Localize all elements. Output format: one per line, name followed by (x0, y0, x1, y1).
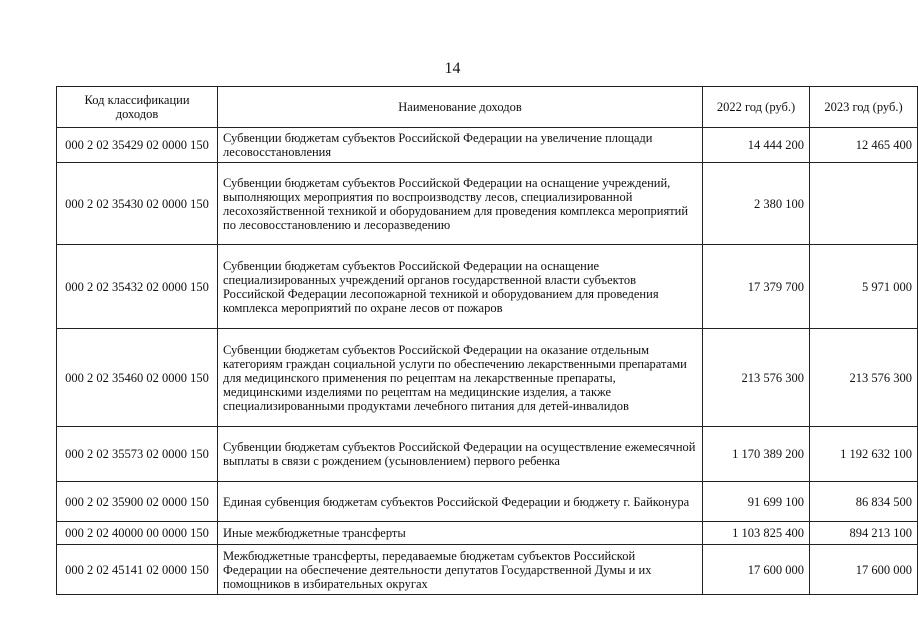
table-row (57, 245, 918, 329)
table-row (57, 482, 918, 522)
row-name: Субвенции бюджетам субъектов Российской Федерации на осуществление ежемесячной выплаты в связи с рождением (усыновлением) первого ребенка (218, 427, 703, 482)
table-row (57, 545, 918, 595)
row-code: 000 2 02 35900 02 0000 150 (57, 482, 218, 522)
page-number: 14 (444, 60, 461, 77)
row-value-2022: 17 379 700 (703, 245, 810, 329)
revenue-table (56, 86, 918, 595)
row-value-2023: 213 576 300 (810, 329, 918, 427)
table-header-row (57, 87, 918, 128)
row-name: Субвенции бюджетам субъектов Российской Федерации на оснащение учреждений, выполняющих мероприятия по воспроизводству лесов, специализированной лесохозяйственной техникой и оборудованием для проведения комплекса мероприятий по лесовосстановлению и лесоразведению (218, 163, 703, 245)
row-value-2023: 1 192 632 100 (810, 427, 918, 482)
table-row (57, 163, 918, 245)
row-code: 000 2 02 35429 02 0000 150 (57, 128, 218, 163)
row-name: Субвенции бюджетам субъектов Российской Федерации на увеличение площади лесовосстановления (218, 128, 703, 163)
table-row (57, 128, 918, 163)
row-name: Единая субвенция бюджетам субъектов Российской Федерации и бюджету г. Байконура (218, 482, 703, 522)
header-year-2023: 2023 год (руб.) (810, 87, 918, 128)
row-name: Субвенции бюджетам субъектов Российской Федерации на оснащение специализированных учреждений органов государственной власти субъектов Российской Федерации лесопожарной техникой и оборудованием для проведения комплекса мероприятий по охране лесов от пожаров (218, 245, 703, 329)
row-value-2022: 17 600 000 (703, 545, 810, 595)
row-value-2022: 2 380 100 (703, 163, 810, 245)
row-value-2022: 14 444 200 (703, 128, 810, 163)
header-name: Наименование доходов (218, 87, 703, 128)
row-value-2023: 12 465 400 (810, 128, 918, 163)
row-code: 000 2 02 35460 02 0000 150 (57, 329, 218, 427)
table-row-subtotal (57, 522, 918, 545)
row-code: 000 2 02 35430 02 0000 150 (57, 163, 218, 245)
row-value-2023 (810, 163, 918, 245)
row-code: 000 2 02 35432 02 0000 150 (57, 245, 218, 329)
row-value-2023: 86 834 500 (810, 482, 918, 522)
header-code: Код классификации доходов (57, 87, 218, 128)
row-value-2023: 894 213 100 (810, 522, 918, 545)
row-value-2022: 1 170 389 200 (703, 427, 810, 482)
row-code: 000 2 02 35573 02 0000 150 (57, 427, 218, 482)
row-name: Иные межбюджетные трансферты (218, 522, 703, 545)
row-name: Субвенции бюджетам субъектов Российской Федерации на оказание отдельным категориям граждан социальной услуги по обеспечению лекарственными препаратами для медицинского применения по рецептам на лекарственные препараты, медицинскими изделиями по рецептам на медицинские изделия, а также специализированными продуктами лечебного питания для детей-инвалидов (218, 329, 703, 427)
row-value-2023: 5 971 000 (810, 245, 918, 329)
row-value-2022: 1 103 825 400 (703, 522, 810, 545)
row-value-2022: 91 699 100 (703, 482, 810, 522)
row-code: 000 2 02 45141 02 0000 150 (57, 545, 218, 595)
table-row (57, 427, 918, 482)
row-code: 000 2 02 40000 00 0000 150 (57, 522, 218, 545)
table-row (57, 329, 918, 427)
row-name: Межбюджетные трансферты, передаваемые бюджетам субъектов Российской Федерации на обеспечение деятельности депутатов Государственной Думы и их помощников в избирательных округах (218, 545, 703, 595)
header-year-2022: 2022 год (руб.) (703, 87, 810, 128)
row-value-2023: 17 600 000 (810, 545, 918, 595)
row-value-2022: 213 576 300 (703, 329, 810, 427)
